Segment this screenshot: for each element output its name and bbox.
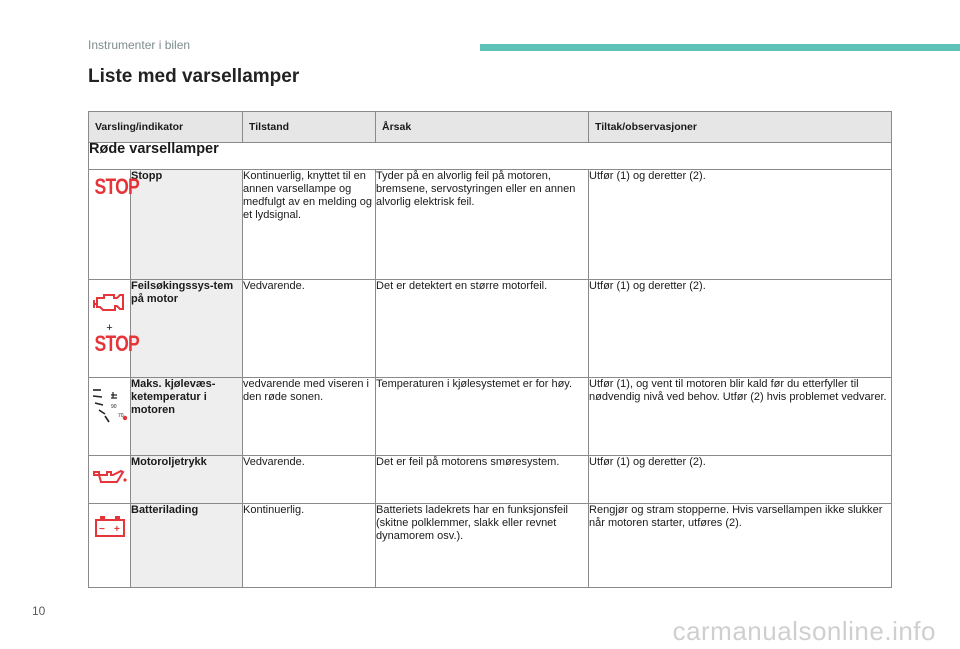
table-row [89, 280, 892, 378]
battery-plus: + [113, 524, 120, 535]
plus-sign: + [106, 322, 113, 334]
column-header: Årsak [376, 112, 589, 143]
lamp-action: Utfør (1) og deretter (2). [589, 170, 892, 280]
gauge-mark: 70 [117, 413, 124, 419]
icon-cell [89, 170, 139, 280]
table-header-row [89, 112, 892, 143]
lamp-cause: Det er feil på motorens smøresystem. [376, 456, 589, 504]
group-heading: Røde varsellamper [89, 143, 892, 170]
lamp-name: Motoroljetrykk [131, 456, 243, 504]
icon-cell [89, 504, 131, 588]
lamp-action: Utfør (1) og deretter (2). [589, 280, 892, 378]
coolant-temperature-icon [89, 386, 130, 430]
table-row [89, 170, 892, 280]
table-row [89, 456, 892, 504]
page-title: Liste med varsellamper [88, 66, 300, 87]
table-row [89, 378, 892, 456]
table-row [89, 504, 892, 588]
lamp-state: Kontinuerlig. [243, 504, 376, 588]
battery-minus: − [98, 524, 105, 535]
column-header: Varsling/indikator [89, 112, 243, 143]
lamp-cause: Temperaturen i kjølesystemet er for høy. [376, 378, 589, 456]
header-accent-bar [480, 44, 960, 51]
lamp-name: Stopp [131, 170, 243, 280]
warning-lamp-table [88, 111, 892, 588]
lamp-cause: Det er detektert en større motorfeil. [376, 280, 589, 378]
page-number: 10 [32, 604, 46, 618]
lamp-action: Utfør (1) og deretter (2). [589, 456, 892, 504]
lamp-action: Rengjør og stram stopperne. Hvis varsellampen ikke slukker når motoren starter, utføres (2). [589, 504, 892, 588]
oil-pressure-icon [89, 466, 130, 490]
lamp-name: Feilsøkingssys-tem på motor [131, 280, 243, 378]
group-row [89, 143, 892, 170]
column-header: Tiltak/observasjoner [589, 112, 892, 143]
icon-cell [89, 280, 139, 378]
engine-diagnostic-icon [89, 290, 130, 320]
lamp-cause: Batteriets ladekrets har en funksjonsfeil (skitne polklemmer, slakk eller revnet dynamorem osv.). [376, 504, 589, 588]
section-title: Instrumenter i bilen [88, 38, 191, 52]
icon-cell [89, 378, 131, 456]
icon-cell [89, 456, 131, 504]
watermark: carmanualsonline.info [672, 616, 936, 646]
lamp-state: vedvarende med viseren i den røde sonen. [243, 378, 376, 456]
stop-icon: STOP [94, 331, 139, 356]
stop-icon: STOP [94, 174, 139, 199]
lamp-name: Maks. kjølevæs-ketemperatur i motoren [131, 378, 243, 456]
lamp-name: Batterilading [131, 504, 243, 588]
lamp-cause: Tyder på en alvorlig feil på motoren, bremsene, servostyringen eller en annen alvorlig elektrisk feil. [376, 170, 589, 280]
lamp-state: Vedvarende. [243, 456, 376, 504]
battery-icon [89, 514, 130, 542]
column-header: Tilstand [243, 112, 376, 143]
lamp-action: Utfør (1), og vent til motoren blir kald før du etterfyller til nødvendig nivå ved behov. Utfør (2) hvis problemet vedvarer. [589, 378, 892, 456]
lamp-state: Kontinuerlig, knyttet til en annen varsellampe og medfulgt av en melding og et lydsignal. [243, 170, 376, 280]
gauge-mark: 90 [110, 404, 117, 410]
lamp-state: Vedvarende. [243, 280, 376, 378]
